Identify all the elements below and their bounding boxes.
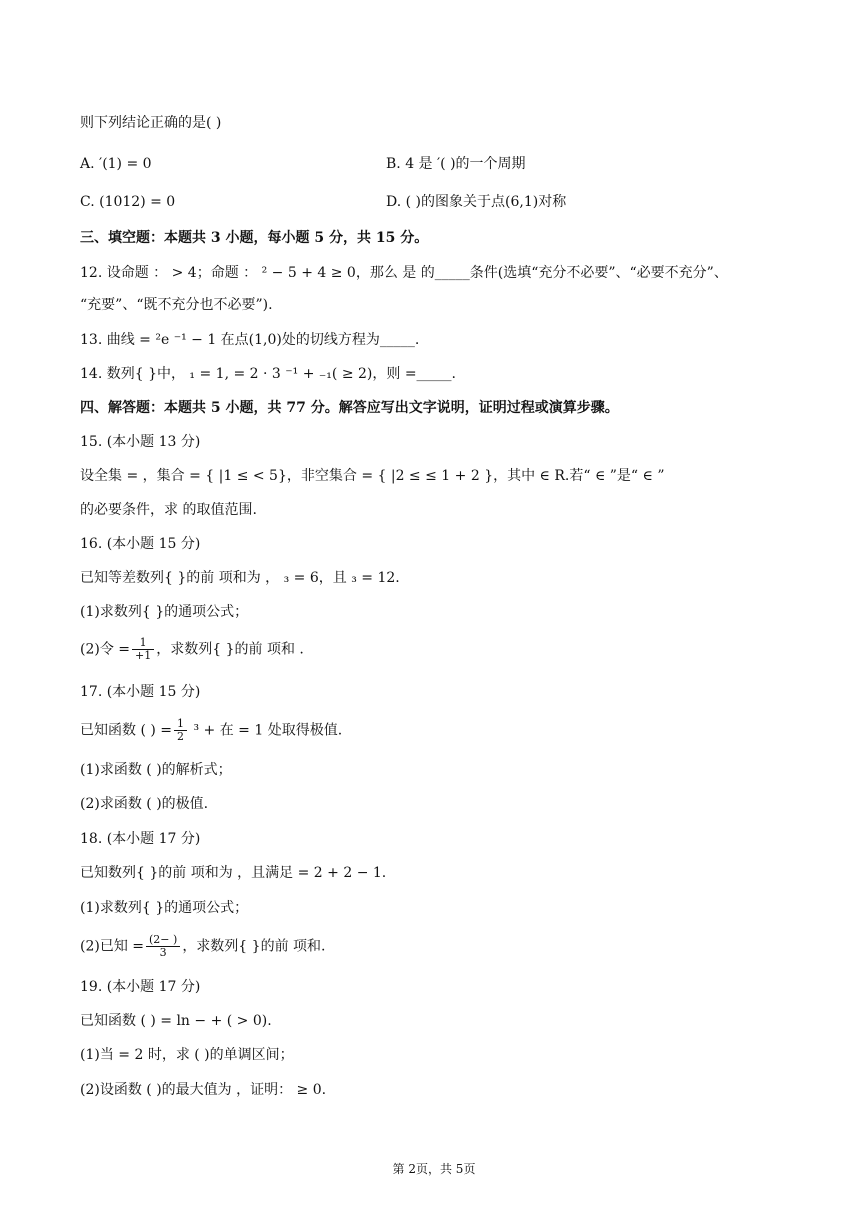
q19-part2: (2)设函数 ( )的最大值为 ，证明： ≥ 0. (80, 1082, 327, 1098)
q18-part2 (80, 934, 325, 959)
q15-line2: 的必要条件，求 的取值范围. (80, 502, 257, 518)
q17-stem-post: ³ + 在 = 1 处取得极值. (189, 722, 343, 739)
q18-part2-pre: (2)已知 = (80, 938, 145, 955)
section3-header: 三、填空题：本题共 3 小题，每小题 5 分，共 15 分。 (80, 230, 429, 246)
q17-title: 17. (本小题 15 分) (80, 684, 201, 700)
q15-title: 15. (本小题 13 分) (80, 434, 201, 450)
q13: 13. 曲线 = ²e ⁻¹ − 1 在点(1,0)处的切线方程为_____. (80, 332, 420, 348)
q17-stem-pre: 已知函数 ( ) = (80, 722, 173, 739)
q12-line1: 12. 设命题 ： > 4；命题 ： ² − 5 + 4 ≥ 0，那么 是 的_____条件(选填“充分不必要”、“必要不充分”、 (80, 265, 728, 281)
q11-stem: 则下列结论正确的是( ) (80, 115, 222, 131)
q16-stem: 已知等差数列{ }的前 项和为 ， ₃ = 6，且 ₃ = 12. (80, 570, 400, 586)
q11-option-c: C. (1012) = 0 (80, 194, 176, 210)
q16-part2-pre: (2)令 = (80, 641, 131, 658)
q16-part2 (80, 637, 304, 662)
q18-part1: (1)求数列{ }的通项公式； (80, 900, 249, 916)
q17-stem (80, 718, 342, 743)
q18-part2-post: ，求数列{ }的前 项和. (182, 938, 326, 955)
q17-fraction-den: 2 (177, 730, 185, 743)
page-footer: 第 2页，共 5页 (392, 1162, 476, 1176)
section4-header: 四、解答题：本题共 5 小题，共 77 分。解答应写出文字说明，证明过程或演算步骤。 (80, 400, 619, 416)
q17-fraction-num: 1 (174, 718, 187, 731)
q11-option-d: D. ( )的图象关于点(6,1)对称 (386, 194, 567, 210)
q19-part1: (1)当 = 2 时，求 ( )的单调区间； (80, 1047, 294, 1063)
q17-fraction (174, 718, 187, 743)
q12-line2: “充要”、“既不充分也不必要”). (80, 297, 273, 313)
q19-title: 19. (本小题 17 分) (80, 979, 201, 995)
q15-line1: 设全集 = ，集合 = { |1 ≤ < 5}，非空集合 = { |2 ≤ ≤ 1 + 2 }，其中 ∈ R.若“ ∈ ”是“ ∈ ” (80, 468, 665, 484)
q19-stem: 已知函数 ( ) = ln − + ( > 0). (80, 1013, 272, 1029)
q16-part2-post: ，求数列{ }的前 项和 . (156, 641, 304, 658)
q14: 14. 数列{ }中， ₁ = 1, = 2 · 3 ⁻¹ + ₋₁( ≥ 2)，则 =_____. (80, 366, 457, 382)
q16-fraction-den: +1 (135, 649, 152, 662)
q18-title: 18. (本小题 17 分) (80, 831, 201, 847)
q16-part1: (1)求数列{ }的通项公式； (80, 604, 249, 620)
q18-fraction-den: 3 (159, 946, 167, 959)
q16-fraction (132, 637, 154, 662)
q17-part2: (2)求函数 ( )的极值. (80, 796, 209, 812)
q16-fraction-num: 1 (132, 637, 154, 650)
q18-stem: 已知数列{ }的前 项和为 ，且满足 = 2 + 2 − 1. (80, 865, 387, 881)
q11-option-b: B. 4 是 ′( )的一个周期 (386, 156, 526, 172)
q11-option-a: A. ′(1) = 0 (80, 156, 152, 172)
q16-title: 16. (本小题 15 分) (80, 536, 201, 552)
q17-part1: (1)求函数 ( )的解析式； (80, 762, 232, 778)
q18-fraction-num: (2− ) (146, 934, 180, 947)
q18-fraction (146, 934, 180, 959)
